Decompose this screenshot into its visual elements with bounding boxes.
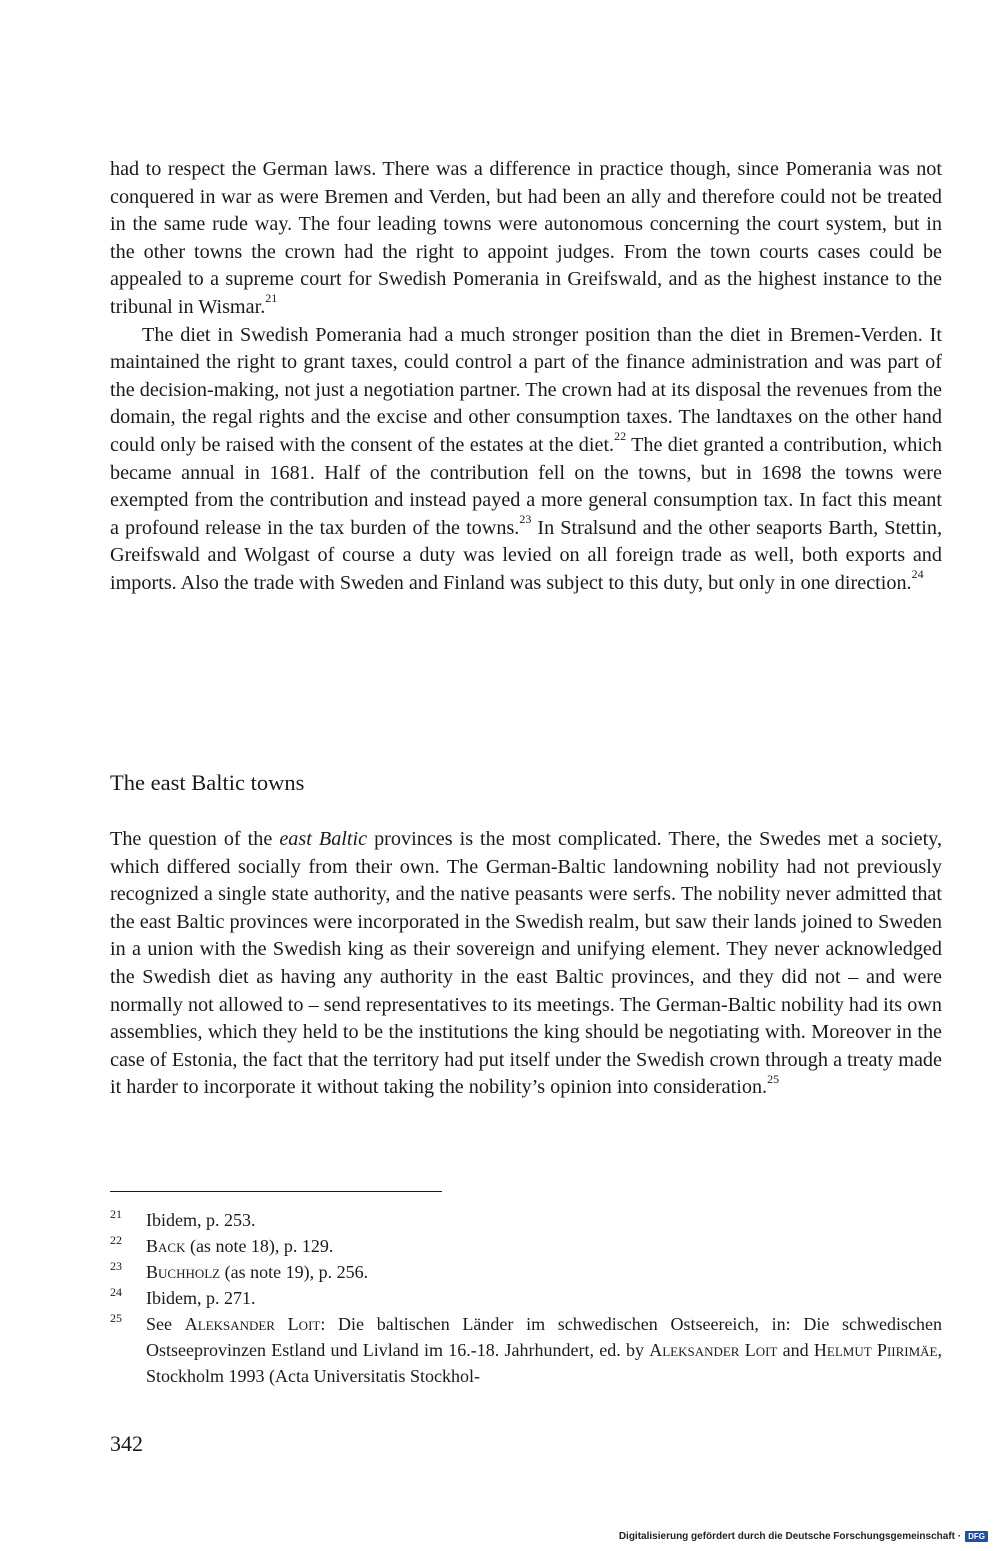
page-number: 342 xyxy=(110,1431,143,1456)
footnote-editor: Helmut Piirimäe xyxy=(813,1340,938,1360)
paragraph-3-italic: east Baltic xyxy=(279,828,368,850)
footnote-author: Back xyxy=(146,1236,186,1256)
section-heading: The east Baltic towns xyxy=(110,770,305,795)
footnote-number: 24 xyxy=(110,1285,122,1299)
body-text-section xyxy=(110,826,942,1102)
footnote-ref-22[interactable]: 22 xyxy=(614,429,627,444)
footnote-22 xyxy=(110,1233,942,1259)
footnote-editor: Aleksander Loit xyxy=(649,1340,778,1360)
footnote-ref-23[interactable]: 23 xyxy=(519,511,532,526)
footnote-citation: , Stockholm 1993 (Acta Universitatis Stockhol- xyxy=(146,1340,942,1386)
footnote-author: Aleksander Loit xyxy=(184,1314,321,1334)
paragraph-3-text-b: provinces is the most complicated. There, the Swedes met a society, which differed socially from their own. The German-Baltic landowning nobility had not previously recognized a single state authority, and the native peasants were serfs. The nobility never admitted that the east Baltic provinces were incorporated in the Swedish realm, but saw their lands joined to Sweden in a union with the Swedish king as their sovereign and unifying element. They never acknowledged the Swedish diet as having any authority in the east Baltic provinces, and they did not – and were normally not allowed to – send representatives to its meetings. The German-Baltic nobility had its own assemblies, which they held to be the institutions the king should be negotiating with. Moreover in the case of Estonia, the fact that the territory had put itself under the Swedish crown through a treaty made it harder to incorporate it without taking the nobility’s opinion into consideration. xyxy=(110,828,943,1099)
paragraph-2-text-b: The diet granted a contribution, which became annual in 1681. Half of the contribution fell on the towns, but in 1698 the towns were exempted from the contribution and instead payed a more general consumption tax. In fact this meant a profound release in the tax burden of the towns. xyxy=(110,433,942,539)
paragraph-2-text-a: The diet in Swedish Pomerania had a much stronger position than the diet in Bremen-Verden. It maintained the right to grant taxes, could control a part of the finance administration and was part of the decision-making, not just a negotiation partner. The crown had at its disposal the revenues from the domain, the regal rights and the excise and other consumption taxes. The landtaxes on the other hand could only be raised with the consent of the estates at the diet. xyxy=(110,323,942,456)
credit-text: Digitalisierung gefördert durch die Deutsche Forschungsgemeinschaft · xyxy=(618,1531,962,1542)
digitization-credit xyxy=(619,1531,988,1542)
footnote-number: 22 xyxy=(110,1233,122,1247)
paragraph-2 xyxy=(110,322,942,598)
footnote-author: Buchholz xyxy=(146,1262,221,1282)
dfg-logo-icon: DFG xyxy=(965,1531,988,1542)
footnote-citation: (as note 19), p. 256. xyxy=(220,1262,369,1282)
footnote-number: 23 xyxy=(110,1259,122,1273)
footnote-24 xyxy=(110,1285,942,1311)
footnote-prefix: See xyxy=(146,1314,185,1334)
paragraph-3 xyxy=(110,826,942,1102)
footnote-ref-24[interactable]: 24 xyxy=(911,567,924,582)
paragraph-1-text: had to respect the German laws. There was a difference in practice though, since Pomerania was not conquered in war as were Bremen and Verden, but had been an ally and therefore could not be treated in the same rude way. The four leading towns were autonomous concerning the court system, but in the other towns the crown had the right to appoint judges. From the town courts cases could be appealed to a supreme court for Swedish Pomerania in Greifswald, and as the highest instance to the tribunal in Wismar. xyxy=(110,158,942,318)
paragraph-3-text-a: The question of the xyxy=(110,828,280,850)
footnote-citation: (as note 18), p. 129. xyxy=(185,1236,334,1256)
footnote-text xyxy=(146,1311,942,1389)
footnote-ref-25[interactable]: 25 xyxy=(767,1071,780,1086)
footnote-21 xyxy=(110,1207,942,1233)
footnote-text: Ibidem, p. 271. xyxy=(146,1288,256,1308)
paragraph-2-text-c: In Stralsund and the other seaports Barth, Stettin, Greifswald and Wolgast of course a duty was levied on all foreign trade as well, both exports and imports. Also the trade with Sweden and Finland was subject to this duty, but only in one direction. xyxy=(110,516,942,594)
footnote-25 xyxy=(110,1311,942,1389)
footnotes xyxy=(110,1207,942,1389)
footnote-divider xyxy=(110,1191,442,1192)
paragraph-1 xyxy=(110,156,942,322)
footnote-number: 25 xyxy=(110,1311,122,1325)
footnote-number: 21 xyxy=(110,1207,122,1221)
footnote-text: Ibidem, p. 253. xyxy=(146,1210,256,1230)
footnote-23 xyxy=(110,1259,942,1285)
footnote-text xyxy=(146,1259,942,1285)
body-text-top xyxy=(110,156,942,598)
footnote-text xyxy=(146,1233,942,1259)
footnote-conjunction: and xyxy=(777,1340,814,1360)
footnote-citation: : Die baltischen Länder im schwedischen Ostseereich, in: Die schwedischen Ostseeprovinzen Estland und Livland im 16.-18. Jahrhundert, ed. by xyxy=(146,1314,942,1360)
footnote-ref-21[interactable]: 21 xyxy=(265,291,278,306)
